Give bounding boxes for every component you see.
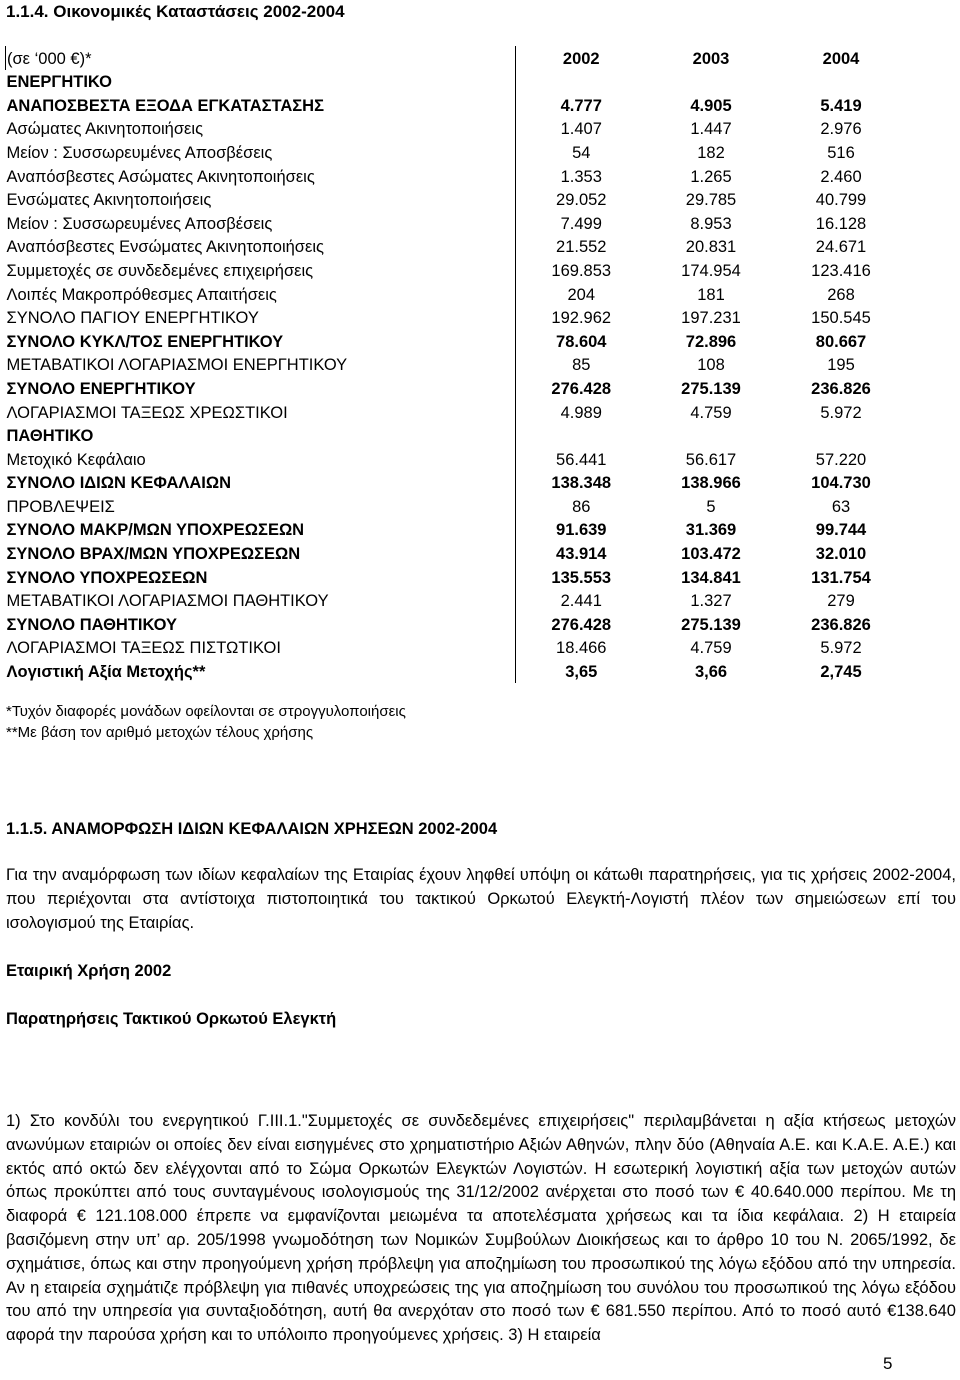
row-label: ΛΟΓΑΡΙΑΣΜΟΙ ΤΑΞΕΩΣ ΧΡΕΩΣΤΙΚΟΙ: [6, 403, 288, 422]
value-cell-2004: 24.671: [815, 238, 867, 257]
row-label: ΣΥΝΟΛΟ ΒΡΑΧ/ΜΩΝ ΥΠΟΧΡΕΩΣΕΩΝ: [6, 545, 301, 564]
value-cell-2004: 5.972: [820, 639, 862, 658]
table-row: [6, 93, 906, 117]
value-cell-2002: 3,65: [516, 659, 646, 683]
value-cell-2002: 85: [516, 353, 646, 377]
value-cell-2003: 3,66: [694, 663, 728, 682]
section-heading-financial-statements: 1.1.4. Οικονομικές Καταστάσεις 2002-2004: [6, 2, 345, 21]
value-cell-2004: 80.667: [815, 332, 867, 351]
value-cell-2003: 275.139: [681, 615, 741, 634]
value-cell-2002: 2.441: [516, 589, 646, 613]
value-cell-2004: 150.545: [811, 309, 871, 328]
value-cell-2002: 54: [516, 140, 646, 164]
table-row: [6, 565, 906, 589]
value-cell-2003: 4.759: [690, 403, 732, 422]
value-cell-2004: 236.826: [811, 615, 871, 634]
table-row: [6, 471, 906, 495]
value-cell-2003: 4.759: [690, 639, 732, 658]
value-cell-2003: 108: [697, 356, 725, 375]
table-row: [6, 164, 906, 188]
table-row: [6, 376, 906, 400]
row-label: ΣΥΝΟΛΟ ΙΔΙΩΝ ΚΕΦΑΛΑΙΩΝ: [6, 474, 232, 493]
table-row: [6, 235, 906, 259]
year-2004-header: 2004: [822, 49, 860, 68]
value-cell-2002: 276.428: [516, 612, 646, 636]
section-label: ΠΑΘΗΤΙΚΟ: [6, 427, 94, 446]
subheading-fiscal-year: Εταιρική Χρήση 2002: [6, 962, 172, 980]
value-cell-2003: 8.953: [690, 214, 732, 233]
value-cell-2002: 204: [516, 282, 646, 306]
table-row: [6, 494, 906, 518]
table-row: [6, 353, 906, 377]
value-cell-2002: 192.962: [516, 306, 646, 330]
intro-paragraph: Για την αναμόρφωση των ιδίων κεφαλαίων της Εταιρίας έχουν ληφθεί υπόψη οι κάτωθι παρατηρήσεις, για τις χρήσεις 2002-2004, που περιέχονται στα αντίστοιχα πιστοποιητικά του τακτικού Ορκωτού Ελεγκτή-Λογιστή πλέον των σημειώσεων επί του ισολογισμού της Εταιρίας.: [6, 866, 956, 932]
units-label: (σε ‘000 €)*: [6, 46, 516, 70]
table-row: [6, 117, 906, 141]
table-section-row: [6, 70, 906, 94]
row-label: ΜΕΤΑΒΑΤΙΚΟΙ ΛΟΓΑΡΙΑΣΜΟΙ ΠΑΘΗΤΙΚΟΥ: [6, 592, 329, 611]
value-cell-2002: 29.052: [516, 188, 646, 212]
table-row: [6, 659, 906, 683]
row-label: ΜΕΤΑΒΑΤΙΚΟΙ ΛΟΓΑΡΙΑΣΜΟΙ ΕΝΕΡΓΗΤΙΚΟΥ: [6, 356, 348, 375]
value-cell-2003: 182: [697, 143, 725, 162]
empty-cell: [516, 70, 646, 94]
value-cell-2003: 174.954: [681, 261, 741, 280]
value-cell-2003: 20.831: [685, 238, 737, 257]
row-label: Μείον : Συσσωρευμένες Αποσβέσεις: [6, 143, 273, 162]
section-label: ΕΝΕΡΓΗΤΙΚΟ: [6, 73, 112, 92]
row-label: ΣΥΝΟΛΟ ΜΑΚΡ/ΜΩΝ ΥΠΟΧΡΕΩΣΕΩΝ: [6, 521, 305, 540]
value-cell-2003: 72.896: [685, 332, 737, 351]
section-heading-equity-restatement: 1.1.5. ΑΝΑΜΟΡΦΩΣΗ ΙΔΙΩΝ ΚΕΦΑΛΑΙΩΝ ΧΡΗΣΕΩΝ 2002-2004: [6, 820, 498, 838]
year-2003-header: 2003: [692, 49, 730, 68]
value-cell-2002: 276.428: [516, 376, 646, 400]
row-label: ΣΥΝΟΛΟ ΚΥΚΛ/ΤΟΣ ΕΝΕΡΓΗΤΙΚΟΥ: [6, 332, 284, 351]
footnote-shares: **Με βάση τον αριθμό μετοχών τέλους χρήσης: [6, 724, 314, 741]
row-label: Συμμετοχές σε συνδεδεμένες επιχειρήσεις: [6, 261, 314, 280]
value-cell-2003: 4.905: [690, 96, 732, 115]
value-cell-2003: 1.327: [690, 592, 732, 611]
value-cell-2004: 5.972: [820, 403, 862, 422]
empty-cell: [646, 424, 776, 448]
table-row: [6, 282, 906, 306]
table-row: [6, 258, 906, 282]
footnotes: [6, 701, 406, 743]
empty-cell: [646, 70, 776, 94]
value-cell-2004: 236.826: [811, 379, 871, 398]
value-cell-2003: 181: [697, 285, 725, 304]
body-paragraph: 1) Στο κονδύλι του ενεργητικού Γ.ΙΙΙ.1."Συμμετοχές σε συνδεδεμένες επιχειρήσεις" περιλαμβάνεται η αξία κτήσεως μετοχών ανωνύμων εταιριών οι οποίες δεν είναι εισηγμένες στο χρηματιστήριο Αξιών Αθηνών, πλην δύο (Αθηναία Α.Ε. και Κ.Α.Ε. Α.Ε.) και εκτός από οκτώ δεν ελέγχονται από το Σώμα Ορκωτών Ελεγκτών Λογιστών. Η εσωτερική λογιστική αξία των μετοχών αυτών όπως προκύπτει από τους συνταγμένους ισολογισμούς της 31/12/2002 ανέρχεται στο ποσό των € 40.640.000 περίπου. Με τη διαφορά € 121.108.000 έπρεπε να εμφανίζονται μειωμένα τα αποτελέσματα χρήσεως και τα ίδια κεφάλαια. 2) Η εταιρεία βασιζόμενη στην υπ’ αρ. 205/1998 γνωμοδότηση των Νομικών Συμβούλων Διοικήσεως και το άρθρο 10 του Ν. 2065/1992, δε σχημάτισε, όπως και στην προηγούμενη χρήση πρόβλεψη για αποζημίωση του προσωπικού της λόγω εξόδου από την υπηρεσία. Αν η εταιρεία σχημάτιζε πρόβλεψη για πιθανές υποχρεώσεις της για αποζημίωση του συνόλου του προσωπικού της λόγω εξόδου του από την υπηρεσία για συνταξιοδότηση, αυτή θα ανερχόταν στο ποσό των € 681.550 περίπου. Από το ποσό αυτό €138.640 αφορά την παρούσα χρήση και το υπόλοιπο προηγούμενες χρήσεις. 3) Η εταιρεία: [6, 1112, 956, 1345]
value-cell-2002: 135.553: [516, 565, 646, 589]
value-cell-2004: 40.799: [815, 191, 867, 210]
value-cell-2002: 91.639: [516, 518, 646, 542]
value-cell-2002: 4.777: [516, 93, 646, 117]
value-cell-2002: 1.407: [516, 117, 646, 141]
value-cell-2002: 138.348: [516, 471, 646, 495]
row-label: Λογιστική Αξία Μετοχής**: [6, 663, 206, 682]
table-row: [6, 447, 906, 471]
value-cell-2004: 2.976: [820, 120, 862, 139]
value-cell-2003: 138.966: [681, 474, 741, 493]
year-2002-header: 2002: [516, 46, 646, 70]
value-cell-2002: 4.989: [516, 400, 646, 424]
table-row: [6, 211, 906, 235]
value-cell-2002: 86: [516, 494, 646, 518]
value-cell-2004: 279: [827, 592, 855, 611]
row-label: ΣΥΝΟΛΟ ΕΝΕΡΓΗΤΙΚΟΥ: [6, 379, 196, 398]
row-label: Ενσώματες Ακινητοποιήσεις: [6, 191, 212, 210]
value-cell-2004: 99.744: [815, 521, 867, 540]
page-number: 5: [883, 1354, 893, 1373]
value-cell-2004: 57.220: [815, 450, 867, 469]
value-cell-2004: 268: [827, 285, 855, 304]
row-label: Ασώματες Ακινητοποιήσεις: [6, 120, 204, 139]
value-cell-2003: 56.617: [685, 450, 737, 469]
value-cell-2003: 29.785: [685, 191, 737, 210]
table-row: [6, 541, 906, 565]
row-label: Μείον : Συσσωρευμένες Αποσβέσεις: [6, 214, 273, 233]
value-cell-2004: 63: [831, 497, 851, 516]
row-label: ΣΥΝΟΛΟ ΠΑΓΙΟΥ ΕΝΕΡΓΗΤΙΚΟΥ: [6, 309, 259, 328]
value-cell-2002: 43.914: [516, 541, 646, 565]
table-row: [6, 329, 906, 353]
table-row: [6, 140, 906, 164]
value-cell-2004: 516: [827, 143, 855, 162]
table-row: [6, 636, 906, 660]
row-label: Μετοχικό Κεφάλαιο: [6, 450, 146, 469]
row-label: Αναπόσβεστες Ασώματες Ακινητοποιήσεις: [6, 167, 315, 186]
subheading-auditor-notes: Παρατηρήσεις Τακτικού Ορκωτού Ελεγκτή: [6, 1010, 337, 1028]
table-row: [6, 188, 906, 212]
value-cell-2003: 103.472: [681, 545, 741, 564]
row-label: ΑΝΑΠΟΣΒΕΣΤΑ ΕΞΟΔΑ ΕΓΚΑΤΑΣΤΑΣΗΣ: [6, 96, 324, 115]
value-cell-2004: 123.416: [811, 261, 871, 280]
footnote-rounding: *Τυχόν διαφορές μονάδων οφείλονται σε στρογγυλοποιήσεις: [6, 703, 406, 720]
value-cell-2002: 1.353: [516, 164, 646, 188]
value-cell-2002: 78.604: [516, 329, 646, 353]
value-cell-2003: 275.139: [681, 379, 741, 398]
value-cell-2004: 195: [827, 356, 855, 375]
value-cell-2003: 1.265: [690, 167, 732, 186]
value-cell-2002: 56.441: [516, 447, 646, 471]
row-label: ΣΥΝΟΛΟ ΠΑΘΗΤΙΚΟΥ: [6, 615, 178, 634]
value-cell-2003: 134.841: [681, 568, 741, 587]
value-cell-2003: 197.231: [681, 309, 741, 328]
value-cell-2003: 31.369: [685, 521, 737, 540]
empty-cell: [776, 424, 906, 448]
empty-cell: [776, 70, 906, 94]
value-cell-2002: 21.552: [516, 235, 646, 259]
value-cell-2004: 16.128: [815, 214, 867, 233]
table-section-row: [6, 424, 906, 448]
row-label: Αναπόσβεστες Ενσώματες Ακινητοποιήσεις: [6, 238, 324, 257]
value-cell-2002: 7.499: [516, 211, 646, 235]
value-cell-2004: 104.730: [811, 474, 871, 493]
table-row: [6, 306, 906, 330]
row-label: Λοιπές Μακροπρόθεσμες Απαιτήσεις: [6, 285, 277, 304]
financial-statements-table: [5, 46, 906, 683]
value-cell-2003: 1.447: [690, 120, 732, 139]
value-cell-2004: 5.419: [820, 96, 862, 115]
row-label: ΣΥΝΟΛΟ ΥΠΟΧΡΕΩΣΕΩΝ: [6, 568, 208, 587]
value-cell-2004: 2,745: [820, 663, 862, 682]
table-row: [6, 612, 906, 636]
value-cell-2003: 5: [706, 497, 716, 516]
value-cell-2004: 131.754: [811, 568, 871, 587]
table-row: [6, 518, 906, 542]
table-header-row: [6, 46, 906, 70]
value-cell-2002: 169.853: [516, 258, 646, 282]
row-label: ΛΟΓΑΡΙΑΣΜΟΙ ΤΑΞΕΩΣ ΠΙΣΤΩΤΙΚΟΙ: [6, 639, 281, 658]
table-row: [6, 400, 906, 424]
empty-cell: [516, 424, 646, 448]
value-cell-2004: 2.460: [820, 167, 862, 186]
value-cell-2004: 32.010: [815, 545, 867, 564]
table-row: [6, 589, 906, 613]
value-cell-2002: 18.466: [516, 636, 646, 660]
row-label: ΠΡΟΒΛΕΨΕΙΣ: [6, 497, 115, 516]
